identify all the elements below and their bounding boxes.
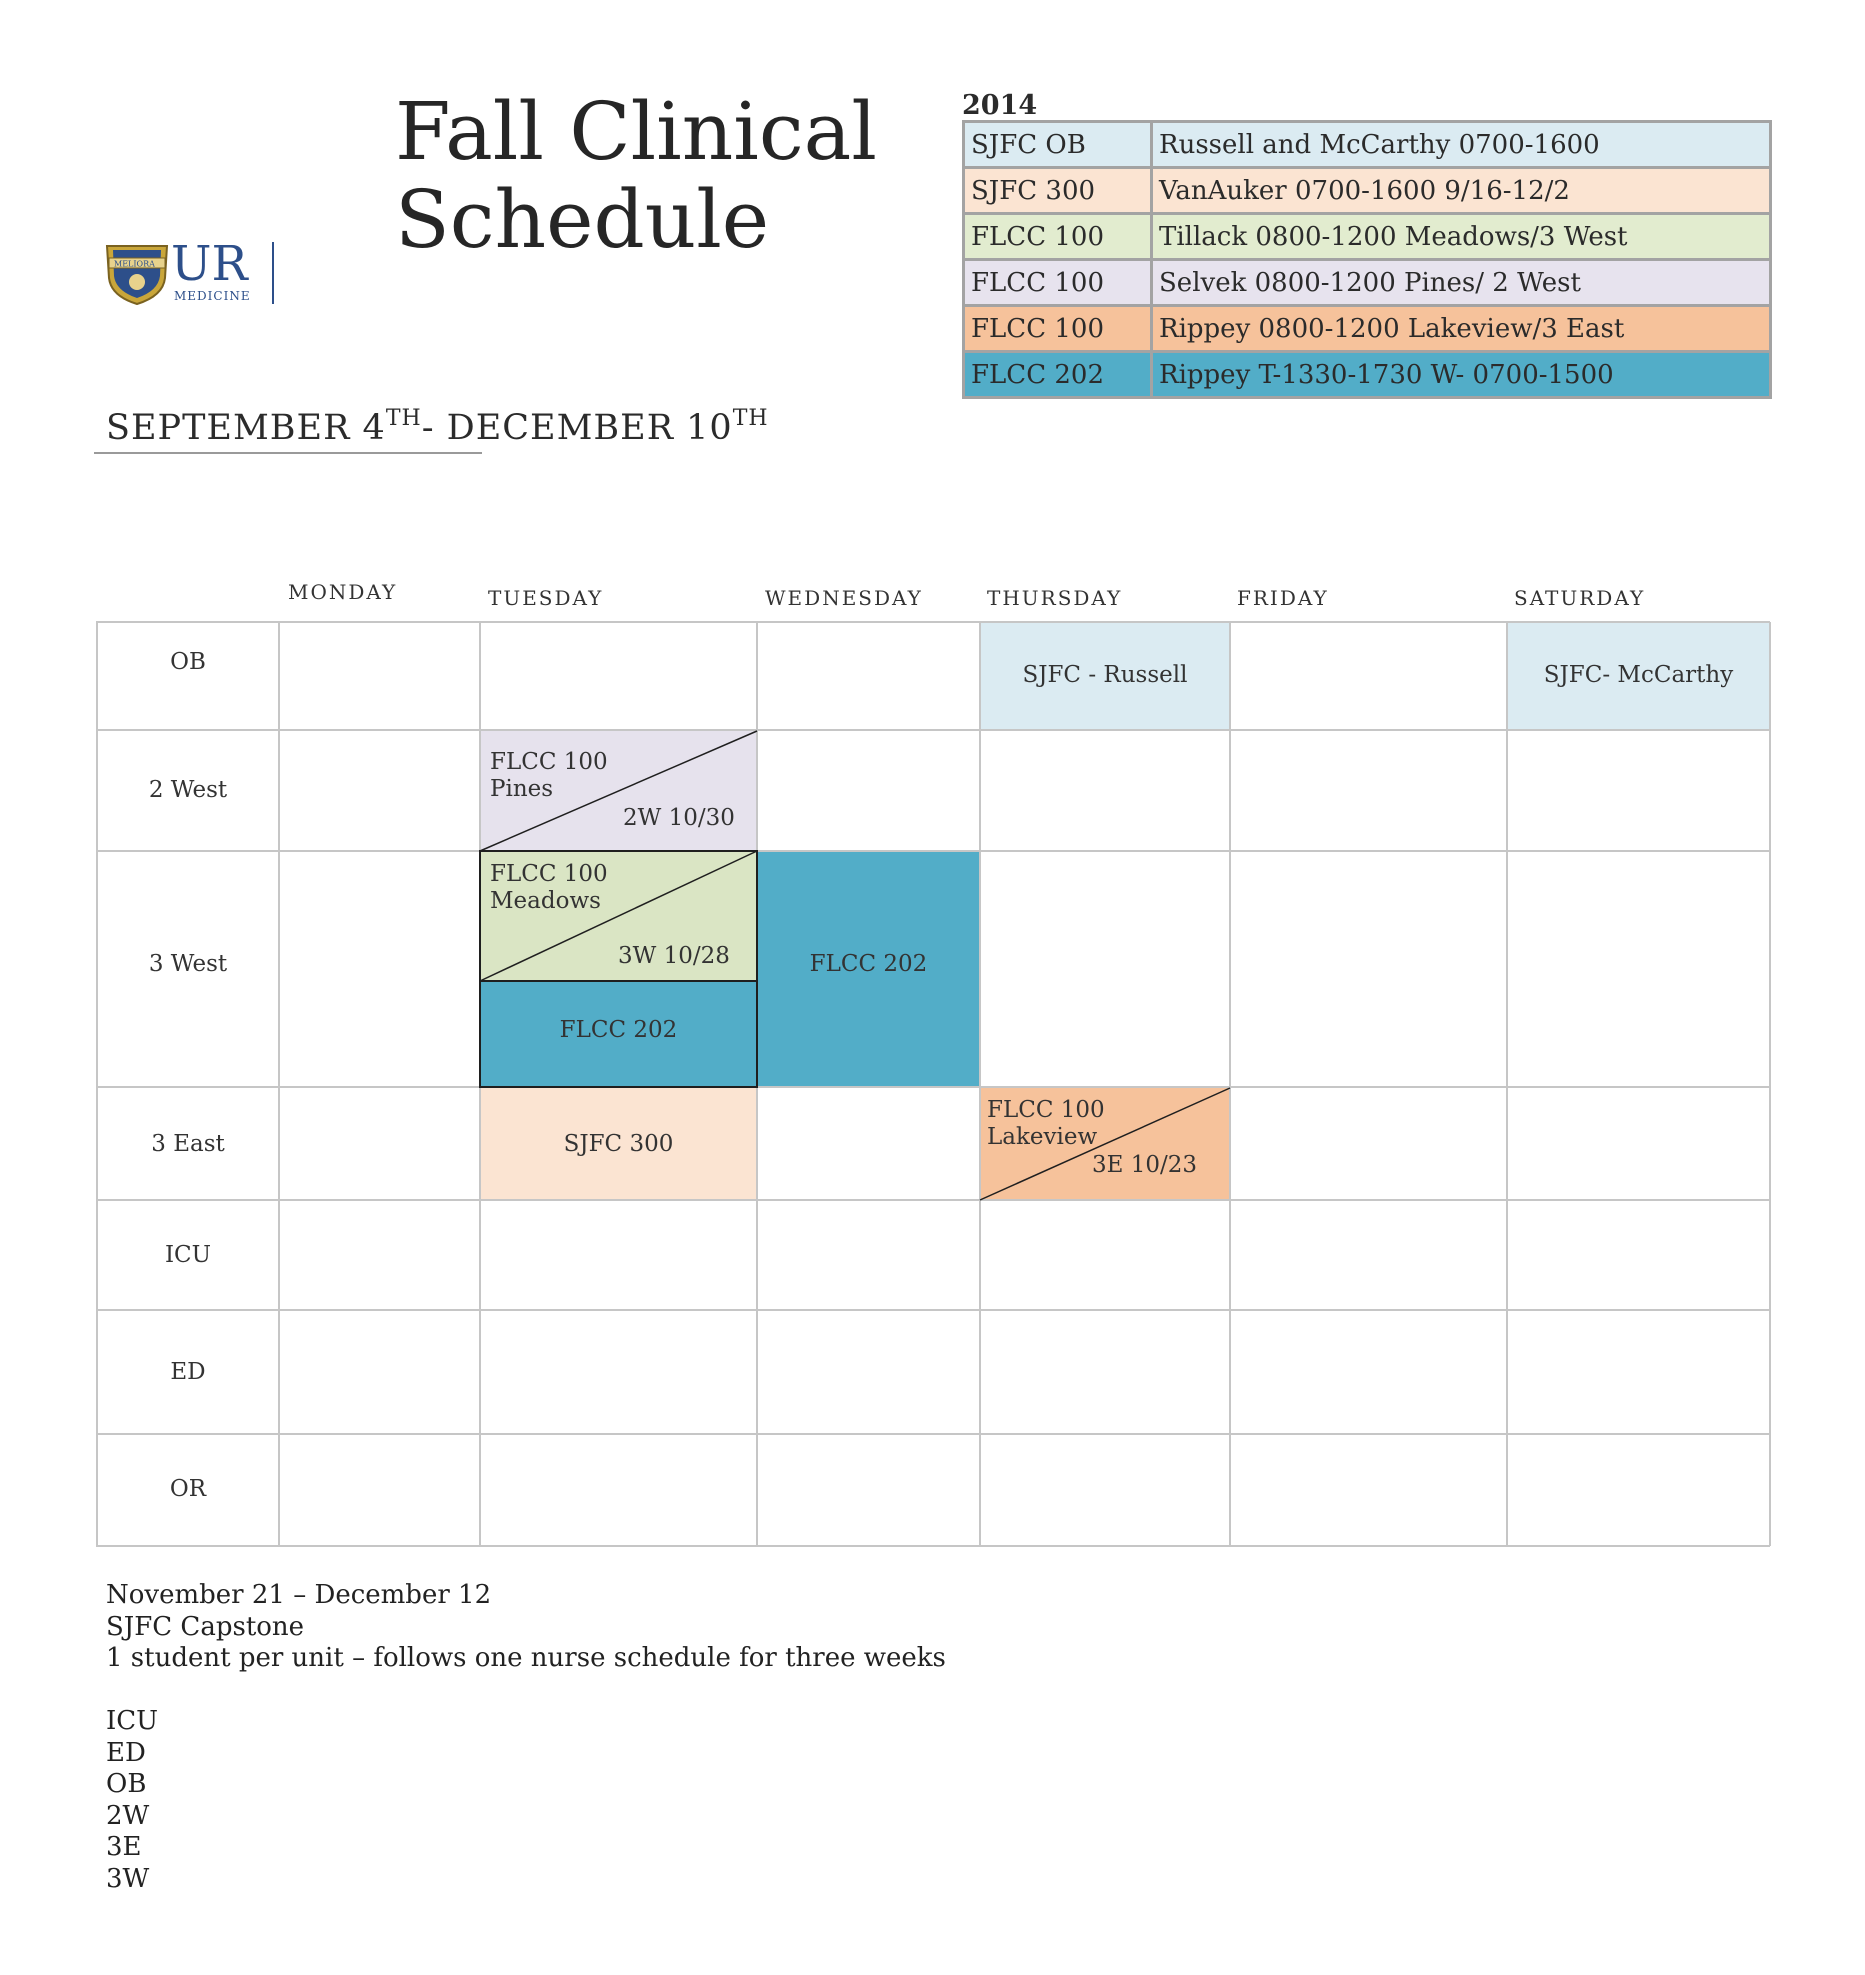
- legend-detail: Rippey 0800-1200 Lakeview/3 East: [1152, 306, 1771, 352]
- 3west-wednesday-text: FLCC 202: [809, 951, 928, 977]
- 3west-tuesday-site: Meadows: [490, 888, 601, 914]
- legend-detail: Russell and McCarthy 0700-1600: [1152, 122, 1771, 168]
- 3west-tuesday-date: 3W 10/28: [618, 943, 730, 969]
- notes-description: 1 student per unit – follows one nurse schedule for three weeks: [106, 1643, 946, 1673]
- legend-code: FLCC 100: [964, 260, 1152, 306]
- 3east-thursday-date: 3E 10/23: [1092, 1152, 1198, 1178]
- notes-unit-3e: 3E: [106, 1832, 142, 1862]
- notes-unit-ed: ED: [106, 1737, 146, 1768]
- legend-year: 2014: [962, 90, 1038, 121]
- 2west-tuesday-course: FLCC 100: [490, 749, 608, 775]
- capstone-notes: [106, 1580, 946, 1895]
- unit-label-or: OR: [169, 1476, 207, 1502]
- notes-unit-2w: 2W: [106, 1800, 150, 1831]
- unit-label-2west: 2 West: [148, 777, 228, 803]
- legend-code: SJFC OB: [964, 122, 1152, 168]
- 3east-thursday-course: FLCC 100: [987, 1097, 1105, 1123]
- 3west-tuesday-lower-text: FLCC 202: [559, 1017, 678, 1043]
- ob-saturday-text: SJFC- McCarthy: [1543, 662, 1734, 688]
- notes-program: SJFC Capstone: [106, 1611, 305, 1642]
- date-range-title: SEPTEMBER 4TH- DECEMBER 10TH: [106, 406, 769, 448]
- page-title: Fall Clinical Schedule: [395, 85, 877, 266]
- logo-sub: MEDICINE: [174, 289, 251, 303]
- unit-label-3east: 3 East: [151, 1131, 225, 1157]
- 3west-tuesday-course: FLCC 100: [490, 861, 608, 887]
- unit-label-ed: ED: [170, 1359, 206, 1385]
- logo-word: UR: [171, 238, 248, 292]
- day-header-friday: FRIDAY: [1237, 586, 1329, 610]
- notes-unit-ob: OB: [106, 1769, 147, 1799]
- 2west-tuesday-date: 2W 10/30: [623, 805, 735, 831]
- legend-detail: Selvek 0800-1200 Pines/ 2 West: [1152, 260, 1771, 306]
- notes-unit-icu: ICU: [106, 1706, 159, 1736]
- svg-text:MELIORA: MELIORA: [114, 259, 155, 269]
- 2west-tuesday-site: Pines: [490, 776, 554, 802]
- legend-code: SJFC 300: [964, 168, 1152, 214]
- day-header-saturday: SATURDAY: [1514, 586, 1646, 610]
- unit-label-icu: ICU: [164, 1242, 212, 1268]
- legend-detail: Tillack 0800-1200 Meadows/3 West: [1152, 214, 1771, 260]
- legend-code: FLCC 100: [964, 214, 1152, 260]
- unit-label-3west: 3 West: [148, 951, 228, 977]
- legend-code: FLCC 100: [964, 306, 1152, 352]
- legend-detail: VanAuker 0700-1600 9/16-12/2: [1152, 168, 1771, 214]
- 3east-thursday-site: Lakeview: [987, 1124, 1098, 1150]
- ob-thursday-text: SJFC - Russell: [1022, 662, 1188, 688]
- legend-detail: Rippey T-1330-1730 W- 0700-1500: [1152, 352, 1771, 398]
- notes-unit-3w: 3W: [106, 1863, 150, 1894]
- notes-dates: November 21 – December 12: [106, 1580, 492, 1610]
- 3east-tuesday-text: SJFC 300: [563, 1131, 674, 1157]
- day-header-wednesday: WEDNESDAY: [765, 586, 923, 610]
- day-header-thursday: THURSDAY: [987, 586, 1123, 610]
- legend-code: FLCC 202: [964, 352, 1152, 398]
- unit-label-ob: OB: [170, 649, 206, 675]
- day-header-tuesday: TUESDAY: [488, 586, 604, 610]
- day-header-monday: MONDAY: [288, 580, 398, 604]
